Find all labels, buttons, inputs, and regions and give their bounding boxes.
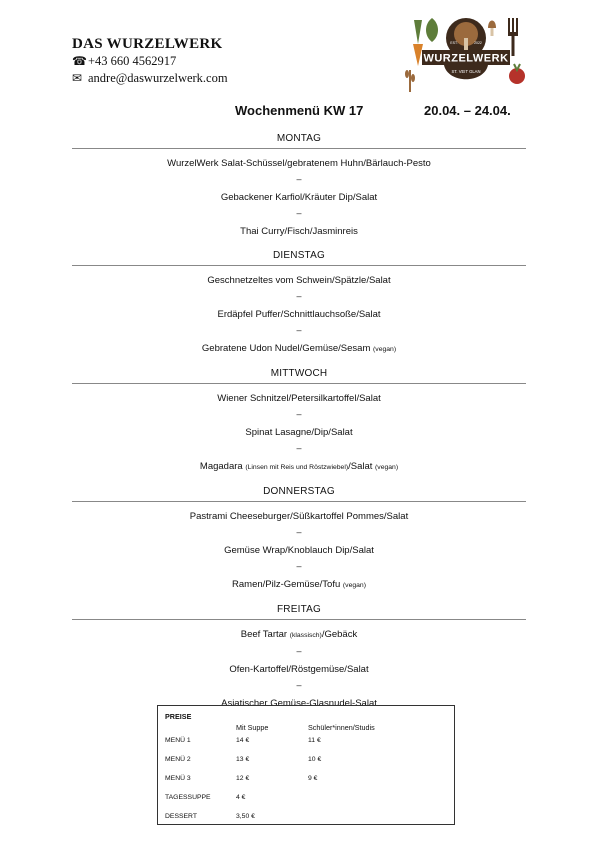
dish-name: Pastrami Cheeseburger/Süßkartoffel Pommes/Salat	[189, 511, 409, 522]
dish-note: (klassisch)	[289, 632, 322, 639]
envelope-icon: ✉	[72, 71, 83, 85]
dish-name: WurzelWerk Salat-Schüssel/gebratenem Huhn/Bärlauch-Pesto	[167, 158, 431, 169]
week-title: Wochenmenü KW 17	[235, 103, 364, 118]
price-label: MENÜ 2	[165, 756, 191, 763]
dish-name: Erdäpfel Puffer/Schnittlauchsoße/Salat	[217, 309, 381, 320]
day-spacer	[72, 474, 526, 481]
day-heading: DIENSTAG	[72, 245, 526, 266]
price-col-with-soup: Mit Suppe	[236, 723, 269, 732]
price-row	[158, 794, 454, 806]
day-section	[72, 363, 526, 481]
dish-name: Ofen-Kartoffel/Röstgemüse/Salat	[229, 664, 369, 675]
dish-name: Asiatischer Gemüse-Glasnudel-Salat	[221, 698, 377, 709]
dish-item	[72, 544, 526, 557]
dish-item	[72, 225, 526, 238]
dish-separator: –	[296, 325, 302, 335]
dish-item	[72, 426, 526, 439]
dish-item	[72, 342, 526, 356]
week-dates: 20.04. – 24.04.	[424, 103, 511, 118]
day-heading: FREITAG	[72, 599, 526, 620]
wheat-icon	[405, 70, 415, 92]
wurzelwerk-logo	[404, 14, 528, 96]
price-with-soup: 12 €	[236, 775, 250, 782]
phone-icon: ☎	[72, 54, 87, 68]
day-heading: MONTAG	[72, 128, 526, 149]
price-row	[158, 737, 454, 749]
dish-separator: –	[296, 646, 302, 656]
price-title: PREISE	[165, 712, 192, 721]
dish-separator: –	[296, 443, 302, 453]
logo-est-label: EST.	[450, 41, 458, 45]
price-students: 9 €	[308, 775, 318, 782]
price-col-students: Schüler*innen/Studis	[308, 723, 375, 732]
price-with-soup: 3,50 €	[236, 813, 255, 820]
dish-item	[72, 663, 526, 676]
price-students: 11 €	[308, 737, 321, 744]
day-section	[72, 128, 526, 245]
dish-item	[72, 510, 526, 523]
dish-name: Thai Curry/Fisch/Jasminreis	[240, 226, 358, 237]
vegan-note: (vegan)	[375, 464, 399, 471]
dish-separator: –	[296, 527, 302, 537]
price-label: MENÜ 3	[165, 775, 191, 782]
dish-name: Geschnetzeltes vom Schwein/Spätzle/Salat	[207, 275, 391, 286]
dish-item	[72, 392, 526, 405]
weekly-menu	[72, 128, 526, 717]
price-with-soup: 4 €	[236, 794, 246, 801]
day-heading: DONNERSTAG	[72, 481, 526, 502]
dish-item	[72, 308, 526, 321]
price-row	[158, 756, 454, 768]
price-label: MENÜ 1	[165, 737, 191, 744]
dish-item	[72, 157, 526, 170]
dish-separator: –	[296, 680, 302, 690]
phone-number[interactable]: +43 660 4562917	[88, 54, 177, 68]
day-section	[72, 245, 526, 363]
dish-name: Gebratene Udon Nudel/Gemüse/Sesam	[201, 343, 371, 354]
logo-name: WURZELWERK	[423, 52, 509, 65]
dish-separator: –	[296, 561, 302, 571]
price-students: 10 €	[308, 756, 322, 763]
phone-line	[72, 53, 228, 70]
dish-name-continued: /Salat	[348, 461, 373, 472]
dish-note: (Linsen mit Reis und Röstzwiebel)	[245, 464, 349, 471]
dish-item	[72, 578, 526, 592]
dish-separator: –	[296, 174, 302, 184]
price-label: DESSERT	[165, 813, 197, 820]
price-with-soup: 13 €	[236, 756, 250, 763]
logo-location: ST. VEIT GLAN	[451, 69, 481, 74]
dish-name: Wiener Schnitzel/Petersilkartoffel/Salat	[217, 393, 381, 404]
leaf-icon	[426, 18, 438, 42]
dish-name: Gebackener Karfiol/Kräuter Dip/Salat	[220, 192, 378, 203]
radish-icon	[509, 64, 525, 84]
dish-item	[72, 460, 526, 474]
dish-separator: –	[296, 208, 302, 218]
price-with-soup: 14 €	[236, 737, 250, 744]
dish-name: Spinat Lasagne/Dip/Salat	[245, 427, 353, 438]
dish-name: Magadara	[199, 461, 243, 472]
price-row	[158, 775, 454, 787]
email-address[interactable]: andre@daswurzelwerk.com	[88, 71, 228, 85]
day-spacer	[72, 356, 526, 363]
day-heading: MITTWOCH	[72, 363, 526, 384]
dish-item	[72, 628, 526, 642]
price-label: TAGESSUPPE	[165, 794, 211, 801]
mushroom-icon	[488, 21, 496, 37]
restaurant-name: DAS WURZELWERK	[72, 36, 223, 52]
dish-separator: –	[296, 291, 302, 301]
dish-name: Gemüse Wrap/Knoblauch Dip/Salat	[224, 545, 374, 556]
vegan-note: (vegan)	[342, 582, 366, 589]
carrot-icon	[413, 20, 423, 66]
vegan-note: (vegan)	[373, 346, 397, 353]
price-row	[158, 813, 454, 825]
dish-separator: –	[296, 409, 302, 419]
day-spacer	[72, 592, 526, 599]
dish-name-continued: /Gebäck	[321, 629, 358, 640]
price-table	[157, 705, 455, 825]
header	[72, 36, 228, 87]
dish-item	[72, 274, 526, 287]
day-section	[72, 481, 526, 599]
day-section	[72, 599, 526, 717]
day-spacer	[72, 238, 526, 245]
dish-item	[72, 191, 526, 204]
dish-name: Ramen/Pilz-Gemüse/Tofu	[232, 579, 341, 590]
logo-est-year: 2022	[474, 41, 482, 45]
dish-name: Beef Tartar	[240, 629, 288, 640]
email-line	[72, 70, 228, 87]
